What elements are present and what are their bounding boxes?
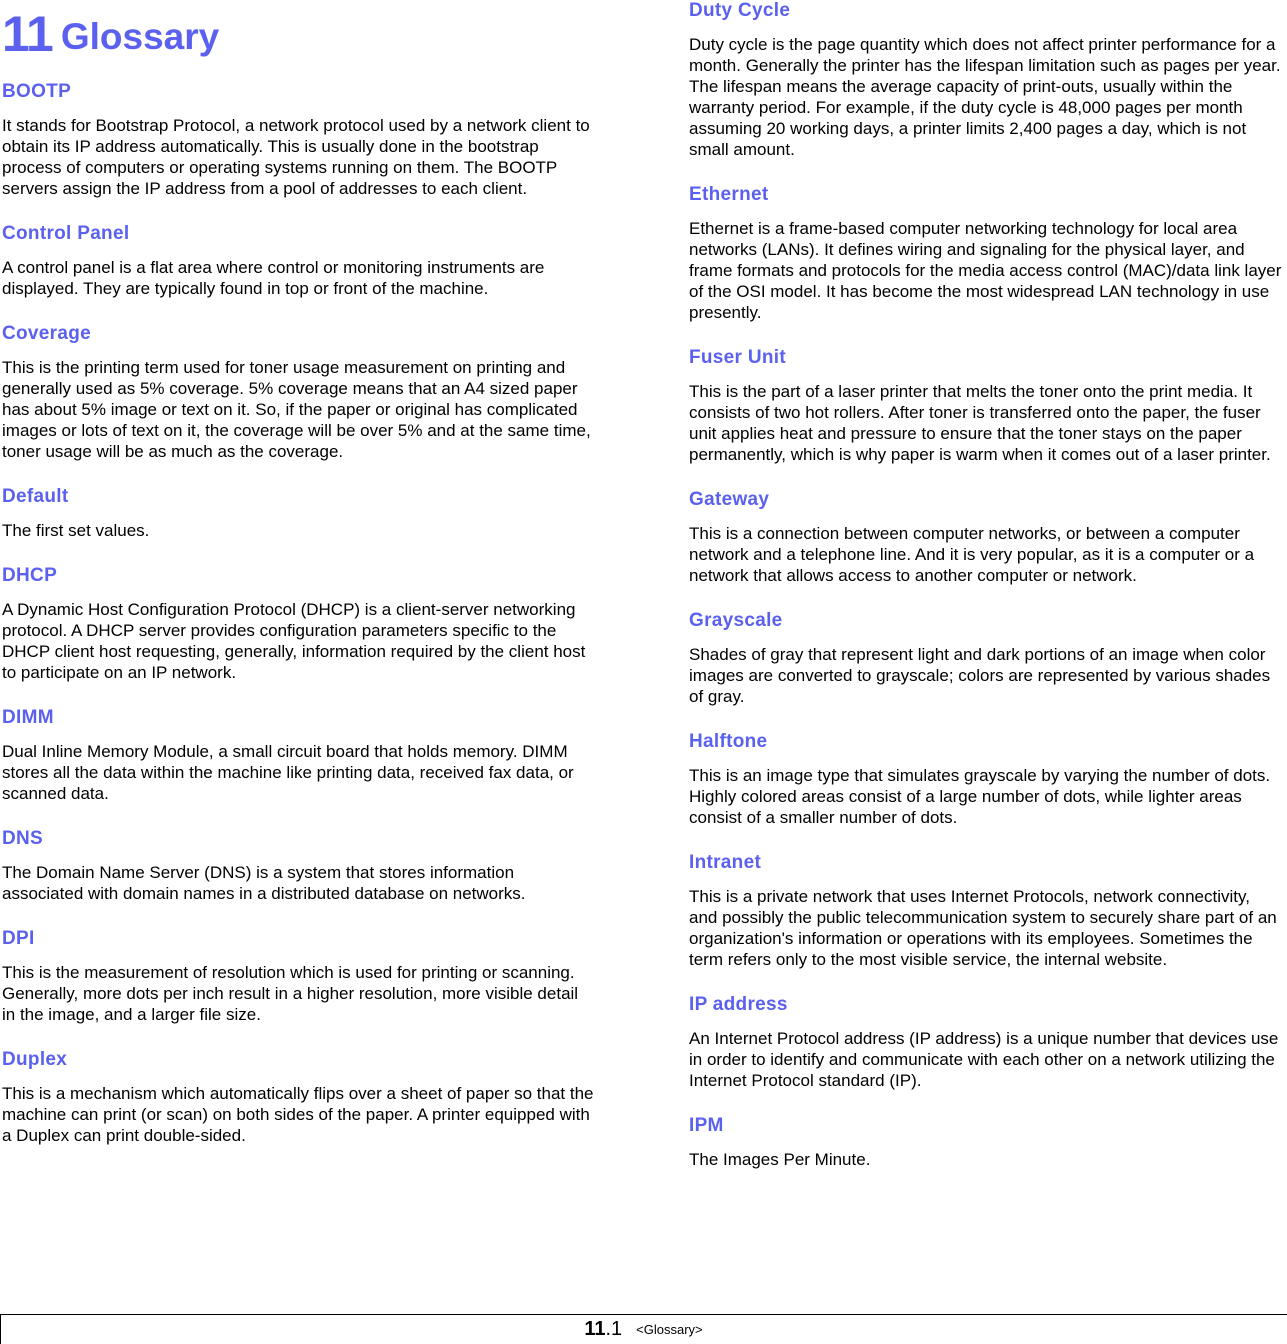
chapter-title (2, 0, 594, 81)
glossary-definition: A control panel is a flat area where control or monitoring instruments are displayed. They are typically found in top or front of the machine. (2, 258, 545, 298)
glossary-term: Intranet (689, 852, 762, 873)
glossary-term: Halftone (689, 731, 768, 752)
glossary-term: BOOTP (2, 81, 72, 102)
glossary-term: Default (2, 486, 69, 507)
glossary-term: Control Panel (2, 223, 130, 244)
glossary-entry-duty-cycle (689, 0, 1283, 160)
glossary-definition: The Domain Name Server (DNS) is a system that stores information associated with domain names in a distributed database on networks. (2, 863, 526, 903)
glossary-definition: Shades of gray that represent light and dark portions of an image when color images are converted to grayscale; colors are represented by various shades of gray. (689, 645, 1271, 706)
glossary-entry-dpi (2, 928, 594, 1025)
glossary-definition: The first set values. (2, 521, 150, 540)
glossary-term: DIMM (2, 707, 54, 728)
glossary-term: IP address (689, 994, 788, 1015)
glossary-definition: This is a connection between computer networks, or between a computer network and a telephone line. And it is very popular, as it is a computer or a network that allows access to another computer or network. (689, 524, 1255, 585)
glossary-entry-default (2, 486, 594, 541)
glossary-definition: This is the printing term used for toner usage measurement on printing and generally used as 5% coverage. 5% coverage means that an A4 sized paper has about 5% image or text on it. So, if the paper or original has complicated images or lots of text on it, the coverage will be over 5% and at the same time, toner usage will be as much as the coverage. (2, 358, 591, 461)
glossary-term: Gateway (689, 489, 770, 510)
page-number (584, 1318, 622, 1340)
glossary-term: Duplex (2, 1049, 68, 1070)
glossary-definition: Ethernet is a frame-based computer networking technology for local area networks (LANs). It defines wiring and signaling for the physical layer, and frame formats and protocols for the media access control (MAC)/data link layer of the OSI model. It has become the most widespread LAN technology in use presently. (689, 219, 1282, 322)
glossary-term: DNS (2, 828, 44, 849)
glossary-definition: Dual Inline Memory Module, a small circuit board that holds memory. DIMM stores all the data within the machine like printing data, received fax data, or scanned data. (2, 742, 574, 803)
glossary-definition: This is the measurement of resolution which is used for printing or scanning. Generally, more dots per inch result in a higher resolution, more visible detail in the image, and a larger file size. (2, 963, 579, 1024)
glossary-entry-duplex (2, 1049, 594, 1146)
page-number-sub: .1 (605, 1318, 623, 1340)
right-column (689, 0, 1283, 1194)
glossary-term: Fuser Unit (689, 347, 786, 368)
glossary-definition: Duty cycle is the page quantity which does not affect printer performance for a month. Generally the printer has the lifespan limitation such as pages per year. The lifespan means the average capacity of print-outs, usually within the warranty period. For example, if the duty cycle is 48,000 pages per month assuming 20 working days, a printer limits 2,400 pages a day, which is not small amount. (689, 35, 1281, 159)
glossary-term: Coverage (2, 323, 91, 344)
glossary-entry-halftone (689, 731, 1283, 828)
glossary-entry-bootp (2, 81, 594, 199)
glossary-definition: This is the part of a laser printer that melts the toner onto the print media. It consists of two hot rollers. After toner is transferred onto the paper, the fuser unit applies heat and pressure to ensure that the toner stays on the paper permanently, which is why paper is warm when it comes out of a laser printer. (689, 382, 1271, 464)
glossary-entry-ethernet (689, 184, 1283, 323)
glossary-term: DHCP (2, 565, 58, 586)
glossary-entry-intranet (689, 852, 1283, 970)
glossary-entry-dns (2, 828, 594, 904)
glossary-term: DPI (2, 928, 35, 949)
glossary-term: Grayscale (689, 610, 783, 631)
glossary-term: Duty Cycle (689, 0, 791, 21)
glossary-entry-ip-address (689, 994, 1283, 1091)
glossary-entry-dimm (2, 707, 594, 804)
chapter-title-text: Glossary (60, 16, 220, 57)
glossary-definition: This is a mechanism which automatically flips over a sheet of paper so that the machine can print (or scan) on both sides of the paper. A printer equipped with a Duplex can print double-sided. (2, 1084, 594, 1145)
glossary-definition: This is an image type that simulates grayscale by varying the number of dots. Highly colored areas consist of a large number of dots, while lighter areas consist of a smaller number of dots. (689, 766, 1271, 827)
glossary-definition: The Images Per Minute. (689, 1150, 871, 1169)
glossary-entry-ipm (689, 1115, 1283, 1170)
glossary-definition: It stands for Bootstrap Protocol, a network protocol used by a network client to obtain its IP address automatically. This is usually done in the bootstrap process of computers or operating systems running on them. The BOOTP servers assign the IP address from a pool of addresses to each client. (2, 116, 590, 198)
glossary-entry-grayscale (689, 610, 1283, 707)
footer-divider (0, 1314, 1287, 1315)
chapter-number: 11 (2, 6, 53, 62)
glossary-entry-gateway (689, 489, 1283, 586)
glossary-definition: An Internet Protocol address (IP address) is a unique number that devices use in order to identify and communicate with each other on a network utilizing the Internet Protocol standard (IP). (689, 1029, 1279, 1090)
page-number-chapter: 11 (584, 1318, 606, 1340)
glossary-entry-fuser-unit (689, 347, 1283, 465)
left-column (2, 0, 594, 1170)
glossary-definition: A Dynamic Host Configuration Protocol (DHCP) is a client-server networking protocol. A DHCP server provides configuration parameters specific to the DHCP client host requesting, generally, information required by the client host to participate on an IP network. (2, 600, 586, 682)
glossary-definition: This is a private network that uses Internet Protocols, network connectivity, and possibly the public telecommunication system to securely share part of an organization's information or operations with its employees. Sometimes the term refers only to the most visible service, the internal website. (689, 887, 1277, 969)
footer-section-label: <Glossary> (636, 1322, 703, 1337)
glossary-term: Ethernet (689, 184, 769, 205)
page-footer (0, 1318, 1287, 1341)
glossary-term: IPM (689, 1115, 724, 1136)
glossary-entry-coverage (2, 323, 594, 462)
glossary-entry-dhcp (2, 565, 594, 683)
glossary-entry-control-panel (2, 223, 594, 299)
